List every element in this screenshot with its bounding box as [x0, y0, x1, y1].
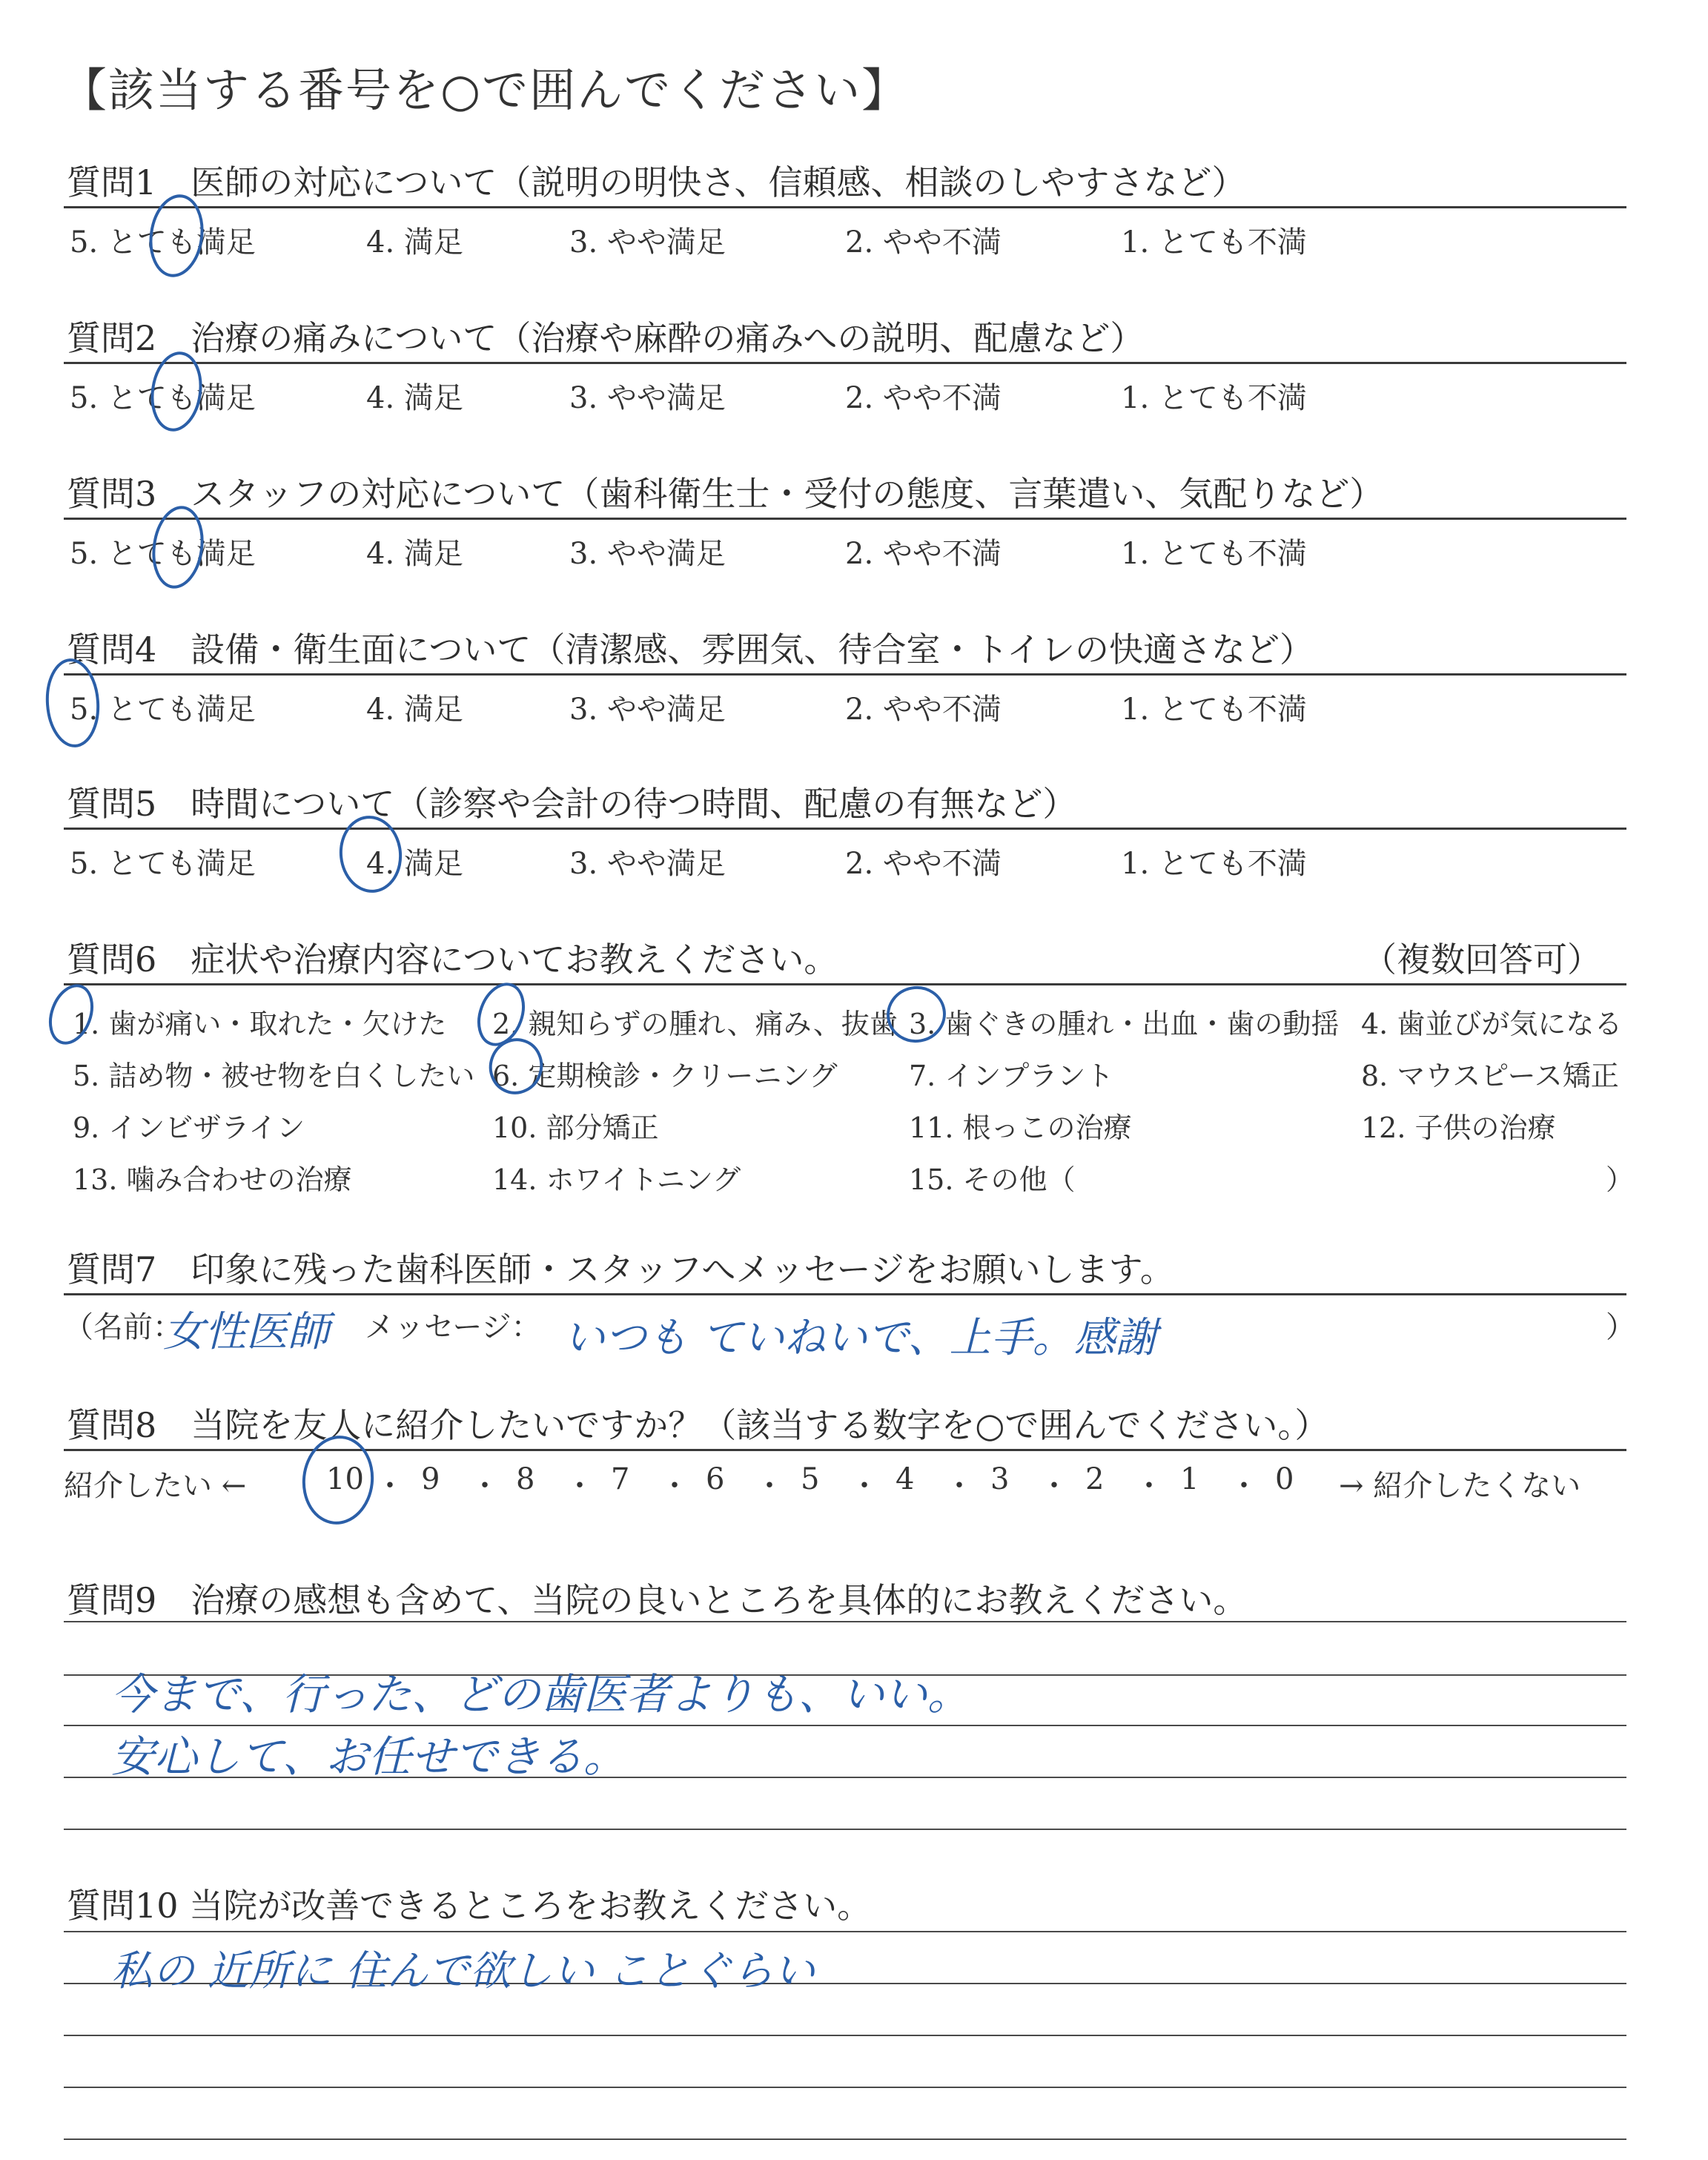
- q8-scale-separator: ・: [755, 1469, 784, 1503]
- q10-handwritten[interactable]: 私の 近所に 住んで欲しい ことぐらい: [111, 1947, 815, 1995]
- q5-option-1[interactable]: 1. とても不満: [1121, 847, 1307, 881]
- q3-option-3[interactable]: 3. やや満足: [569, 537, 726, 571]
- q2-circle-mark: [148, 350, 205, 433]
- q2-option-3[interactable]: 3. やや満足: [569, 381, 726, 415]
- question-2-title: 質問2 治療の痛みについて（治療や麻酔の痛みへの説明、配慮など）: [67, 318, 1145, 358]
- q6-option-3-circle-mark: [884, 983, 948, 1046]
- q8-scale-number[interactable]: 3: [990, 1462, 1010, 1496]
- q8-scale-number[interactable]: 2: [1085, 1462, 1105, 1496]
- q8-scale-separator: ・: [850, 1469, 879, 1503]
- question-10-title: 質問10 当院が改善できるところをお教えください。: [67, 1886, 872, 1926]
- form-header: 【該当する番号を○で囲んでください】: [61, 63, 910, 117]
- q7-message-handwritten[interactable]: いつも ていねいで、上手。感謝: [563, 1314, 1157, 1362]
- q7-close-paren: ）: [1606, 1310, 1635, 1344]
- q6-option-7[interactable]: 7. インプラント: [909, 1060, 1114, 1092]
- q7-name-handwritten[interactable]: 女性医師: [163, 1308, 329, 1356]
- q3-option-1[interactable]: 1. とても不満: [1121, 537, 1307, 571]
- q8-scale-separator: ・: [565, 1469, 595, 1503]
- q8-scale-number[interactable]: 7: [611, 1462, 630, 1496]
- q6-option-11[interactable]: 11. 根っこの治療: [909, 1112, 1132, 1144]
- q7-message-label: メッセージ：: [365, 1310, 541, 1344]
- q6-option-1[interactable]: 1. 歯が痛い・取れた・欠けた: [73, 1008, 447, 1040]
- q8-scale-separator: ・: [1229, 1469, 1259, 1503]
- question-6-title: 質問6 症状や治療内容についてお教えください。: [67, 939, 838, 980]
- q4-option-2[interactable]: 2. やや不満: [845, 693, 1002, 727]
- q6-option-10[interactable]: 10. 部分矯正: [492, 1112, 659, 1144]
- q8-left-label: 紹介したい ←: [64, 1469, 247, 1503]
- q2-option-4[interactable]: 4. 満足: [366, 381, 463, 415]
- question-6-note: （複数回答可）: [1363, 939, 1601, 980]
- q2-option-1[interactable]: 1. とても不満: [1121, 381, 1307, 415]
- q6-option-12[interactable]: 12. 子供の治療: [1361, 1112, 1556, 1144]
- q9-handwritten-line-1[interactable]: 今まで、行った、どの歯医者よりも、いい。: [111, 1669, 970, 1720]
- q6-option-4[interactable]: 4. 歯並びが気になる: [1361, 1008, 1623, 1040]
- q1-circle-mark: [146, 193, 207, 279]
- q9-handwritten-line-2[interactable]: 安心して、お任せできる。: [111, 1731, 626, 1782]
- q4-option-4[interactable]: 4. 満足: [366, 693, 463, 727]
- q6-other-close-paren: ）: [1606, 1163, 1635, 1196]
- q6-option-15[interactable]: 15. その他（: [909, 1163, 1076, 1196]
- q6-option-13[interactable]: 13. 噛み合わせの治療: [73, 1163, 352, 1196]
- q6-option-3[interactable]: 3. 歯ぐきの腫れ・出血・歯の動揺: [909, 1008, 1340, 1040]
- q4-circle-mark: [44, 658, 101, 747]
- question-8-title: 質問8 当院を友人に紹介したいですか？（該当する数字を○で囲んでください。）: [67, 1405, 1329, 1445]
- q1-option-3[interactable]: 3. やや満足: [569, 225, 726, 260]
- q8-scale-separator: ・: [1039, 1469, 1069, 1503]
- question-5-title: 質問5 時間について（診察や会計の待つ時間、配慮の有無など）: [67, 784, 1077, 824]
- q6-option-1-circle-mark: [43, 980, 99, 1049]
- q8-scale-number[interactable]: 5: [801, 1462, 820, 1496]
- q8-circle-mark: [299, 1434, 377, 1527]
- q5-option-4[interactable]: 4. 満足: [366, 847, 463, 881]
- q6-option-14[interactable]: 14. ホワイトニング: [492, 1163, 741, 1196]
- question-1-title: 質問1 医師の対応について（説明の明快さ、信頼感、相談のしやすさなど）: [67, 162, 1246, 202]
- q8-scale-number[interactable]: 4: [896, 1462, 915, 1496]
- q5-option-2[interactable]: 2. やや不満: [845, 847, 1002, 881]
- q8-right-label: → 紹介したくない: [1339, 1469, 1581, 1503]
- q4-option-3[interactable]: 3. やや満足: [569, 693, 726, 727]
- q8-scale-number[interactable]: 10: [326, 1462, 364, 1496]
- q8-scale-separator: ・: [375, 1469, 405, 1503]
- q8-scale-number[interactable]: 6: [706, 1462, 725, 1496]
- q4-option-5[interactable]: 5. とても満足: [70, 693, 256, 727]
- q6-option-8[interactable]: 8. マウスピース矯正: [1361, 1060, 1619, 1092]
- question-3-title: 質問3 スタッフの対応について（歯科衛生士・受付の態度、言葉遣い、気配りなど）: [67, 474, 1384, 514]
- q8-scale-separator: ・: [660, 1469, 689, 1503]
- q8-scale-separator: ・: [1134, 1469, 1164, 1503]
- q1-option-1[interactable]: 1. とても不満: [1121, 225, 1307, 260]
- q8-scale-separator: ・: [470, 1469, 500, 1503]
- q3-option-4[interactable]: 4. 満足: [366, 537, 463, 571]
- q8-scale-number[interactable]: 1: [1180, 1462, 1199, 1496]
- q4-option-1[interactable]: 1. とても不満: [1121, 693, 1307, 727]
- q6-option-5[interactable]: 5. 詰め物・被せ物を白くしたい: [73, 1060, 475, 1092]
- q3-option-5[interactable]: 5. とても満足: [70, 537, 256, 571]
- q2-option-2[interactable]: 2. やや不満: [845, 381, 1002, 415]
- q8-scale-number[interactable]: 9: [421, 1462, 440, 1496]
- q3-option-2[interactable]: 2. やや不満: [845, 537, 1002, 571]
- question-7-title: 質問7 印象に残った歯科医師・スタッフへメッセージをお願いします。: [67, 1249, 1174, 1289]
- q6-option-6[interactable]: 6. 定期検診・クリーニング: [492, 1060, 838, 1092]
- q7-name-label: （名前：: [64, 1310, 182, 1344]
- q8-scale-separator: ・: [944, 1469, 974, 1503]
- q5-option-3[interactable]: 3. やや満足: [569, 847, 726, 881]
- q6-option-9[interactable]: 9. インビザライン: [73, 1112, 305, 1144]
- q5-circle-mark: [337, 814, 404, 894]
- q6-option-6-circle-mark: [483, 1033, 549, 1100]
- q8-scale-number[interactable]: 0: [1275, 1462, 1294, 1496]
- q3-circle-mark: [149, 504, 207, 590]
- q1-option-4[interactable]: 4. 満足: [366, 225, 463, 260]
- question-4-title: 質問4 設備・衛生面について（清潔感、雰囲気、待合室・トイレの快適さなど）: [67, 630, 1314, 670]
- q6-option-2[interactable]: 2. 親知らずの腫れ、痛み、抜歯: [492, 1008, 898, 1040]
- q2-option-5[interactable]: 5. とても満足: [70, 381, 256, 415]
- q1-option-2[interactable]: 2. やや不満: [845, 225, 1002, 260]
- q1-option-5[interactable]: 5. とても満足: [70, 225, 256, 260]
- question-9-title: 質問9 治療の感想も含めて、当院の良いところを具体的にお教えください。: [67, 1580, 1248, 1620]
- q8-scale-number[interactable]: 8: [516, 1462, 535, 1496]
- q5-option-5[interactable]: 5. とても満足: [70, 847, 256, 881]
